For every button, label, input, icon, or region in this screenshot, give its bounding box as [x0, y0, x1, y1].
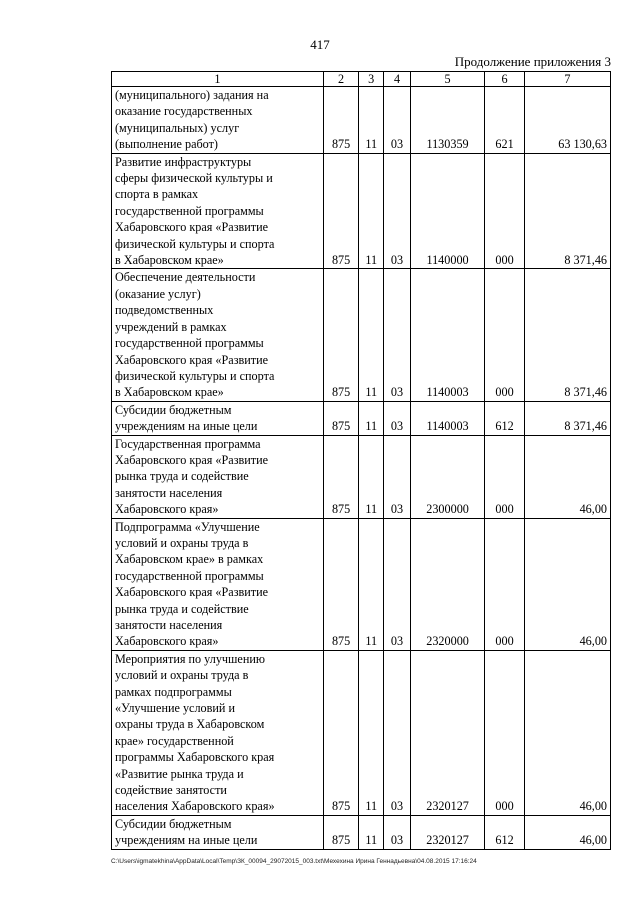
code-admin: 875 [323, 815, 358, 849]
row-name: Субсидии бюджетным учреждениям на иные цели [112, 401, 324, 435]
code-target: 1140003 [410, 269, 484, 401]
budget-table [111, 71, 611, 850]
code-expense-type: 612 [485, 401, 525, 435]
table-row [112, 87, 611, 154]
code-subsection: 03 [384, 87, 411, 154]
code-section: 11 [359, 518, 384, 650]
code-admin: 875 [323, 87, 358, 154]
row-name: Развитие инфраструктуры сферы физической культуры и спорта в рамках государственной программы Хабаровского края «Развитие физической культуры и спорта в Хабаровском крае» [112, 153, 324, 269]
code-admin: 875 [323, 401, 358, 435]
code-subsection: 03 [384, 269, 411, 401]
row-name: (муниципального) задания на оказание государственных (муниципальных) услуг (выполнение работ) [112, 87, 324, 154]
page-number: 417 [310, 37, 330, 52]
code-admin: 875 [323, 153, 358, 269]
row-name: Субсидии бюджетным учреждениям на иные цели [112, 815, 324, 849]
code-expense-type: 000 [485, 435, 525, 518]
code-target: 2320127 [410, 815, 484, 849]
code-expense-type: 000 [485, 153, 525, 269]
code-expense-type: 000 [485, 269, 525, 401]
file-path-footer: C:\Users\igmatekhina\AppData\Local\Temp\ЗК_00094_29072015_003.txt\Мехехина Ирина Геннадьевна\04.08.2015 17:16:24 [111, 858, 477, 865]
row-amount: 8 371,46 [524, 401, 610, 435]
code-expense-type: 000 [485, 650, 525, 815]
row-amount: 63 130,63 [524, 87, 610, 154]
code-subsection: 03 [384, 153, 411, 269]
code-admin: 875 [323, 518, 358, 650]
header-cell: 2 [323, 72, 358, 87]
header-cell: 3 [359, 72, 384, 87]
code-subsection: 03 [384, 650, 411, 815]
row-amount: 46,00 [524, 650, 610, 815]
code-subsection: 03 [384, 435, 411, 518]
header-cell: 6 [485, 72, 525, 87]
row-amount: 8 371,46 [524, 153, 610, 269]
table-row [112, 401, 611, 435]
code-target: 2320000 [410, 518, 484, 650]
code-expense-type: 000 [485, 518, 525, 650]
code-section: 11 [359, 435, 384, 518]
row-name: Государственная программа Хабаровского края «Развитие рынка труда и содействие занятости населения Хабаровского края» [112, 435, 324, 518]
code-subsection: 03 [384, 401, 411, 435]
code-subsection: 03 [384, 815, 411, 849]
code-section: 11 [359, 815, 384, 849]
code-subsection: 03 [384, 518, 411, 650]
code-target: 1140000 [410, 153, 484, 269]
code-section: 11 [359, 269, 384, 401]
code-expense-type: 621 [485, 87, 525, 154]
table-row [112, 518, 611, 650]
header-cell: 5 [410, 72, 484, 87]
header-cell: 1 [112, 72, 324, 87]
row-amount: 46,00 [524, 518, 610, 650]
row-name: Обеспечение деятельности (оказание услуг) подведомственных учреждений в рамках государственной программы Хабаровского края «Развитие физической культуры и спорта в Хабаровском крае» [112, 269, 324, 401]
code-expense-type: 612 [485, 815, 525, 849]
table-row [112, 269, 611, 401]
code-admin: 875 [323, 435, 358, 518]
header-cell: 7 [524, 72, 610, 87]
code-target: 1140003 [410, 401, 484, 435]
code-section: 11 [359, 650, 384, 815]
row-amount: 46,00 [524, 435, 610, 518]
table-row [112, 815, 611, 849]
code-section: 11 [359, 87, 384, 154]
row-amount: 8 371,46 [524, 269, 610, 401]
code-section: 11 [359, 401, 384, 435]
code-admin: 875 [323, 269, 358, 401]
code-admin: 875 [323, 650, 358, 815]
header-cell: 4 [384, 72, 411, 87]
code-target: 2320127 [410, 650, 484, 815]
row-name: Подпрограмма «Улучшение условий и охраны труда в Хабаровском крае» в рамках государственной программы Хабаровского края «Развитие рынка труда и содействие занятости населения Хабаровского края» [112, 518, 324, 650]
code-target: 1130359 [410, 87, 484, 154]
row-name: Мероприятия по улучшению условий и охраны труда в рамках подпрограммы «Улучшение условий и охраны труда в Хабаровском крае» государственной программы Хабаровского края «Развитие рынка труда и содействие занятости населения Хабаровского края» [112, 650, 324, 815]
continuation-label: Продолжение приложения 3 [454, 54, 611, 69]
table-row [112, 435, 611, 518]
code-section: 11 [359, 153, 384, 269]
row-amount: 46,00 [524, 815, 610, 849]
header-row [112, 72, 611, 87]
table-row [112, 650, 611, 815]
table-row [112, 153, 611, 269]
code-target: 2300000 [410, 435, 484, 518]
